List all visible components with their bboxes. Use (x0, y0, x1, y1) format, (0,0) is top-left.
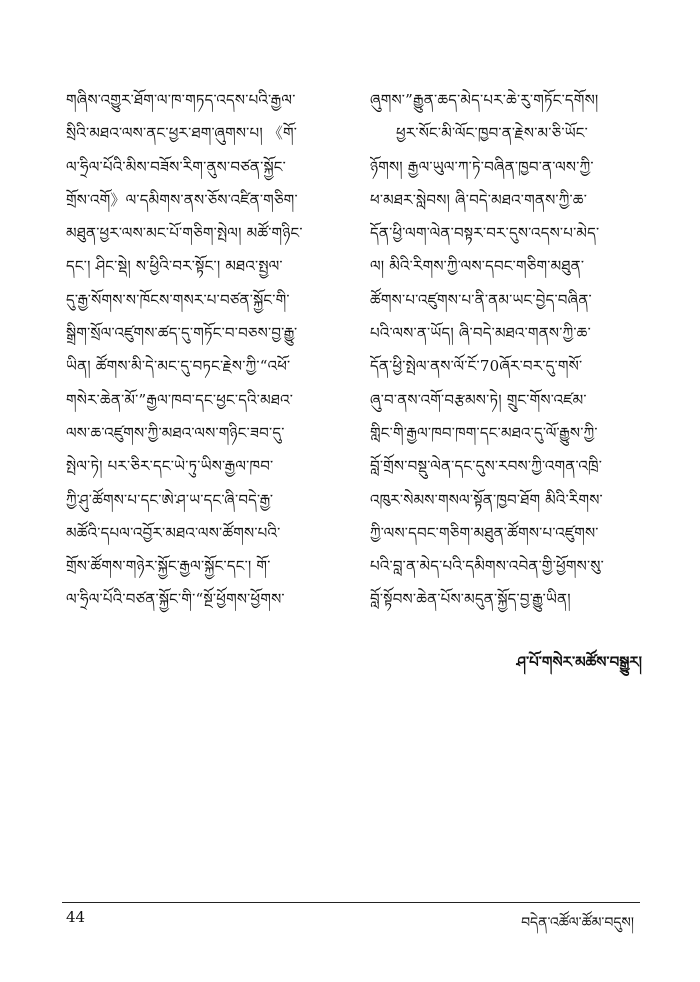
text-line: ཀྱི་ཤུ་ཚོགས་པ་དང་ཨེ་ཤ་ཡ་དང་ཞི་བདེ་རྒྱ་ (66, 490, 274, 509)
text-line: ཚོགས་པ་འཛུགས་པ་ནི་ནམ་ཡང་བྱེད་བཞིན་ (370, 290, 592, 309)
running-title: བདེན་འཚོལ་ཚོམ་བདུས། (521, 915, 634, 931)
text-line: བློ་གྲོས་བསྡུ་ལེན་དང་དུས་རབས་ཀྱི་འགན་འཁྲི་ (370, 457, 603, 476)
text-line: མཐུན་ཕྱར་ལས་མང་པོ་གཅིག་སྤེལ། མཚོ་གཉིང་ (66, 224, 303, 243)
text-line: ལ་ཧྲིལ་པོའི་མིས་བཟོས་རིག་ནུས་བཙན་སྐྱོང་ (66, 157, 286, 176)
text-line: ཕ་མཐར་སླེབས། ཞི་བདེ་མཐའ་གནས་ཀྱི་ཆ་ (370, 190, 588, 209)
text-line: པའི་བླ་ན་མེད་པའི་དམིགས་འབེན་གྱི་ཕྱོགས་སུ་ (370, 557, 604, 576)
text-line: དུ་རྒྱ་སོགས་ས་ཁོངས་གསར་པ་བཙན་སྐྱོང་གི་ (66, 290, 290, 309)
text-line: གྲོས་འགོ》ལ་དམིགས་ནས་ཅོས་འཛིན་གཅིག་ (66, 190, 298, 209)
text-line: ཀྱི་ལས་དབང་གཅིག་མཐུན་ཚོགས་པ་འཛུགས་ (370, 523, 599, 542)
text-line: ཞུ་བ་ནས་འགོ་བརྩམས་ཏེ། གྲུང་གོས་འཛམ་ (370, 390, 587, 409)
text-line: འཁུར་སེམས་གསལ་སྟོན་ཁྱབ་ཐོག མིའི་རིགས་ (370, 490, 603, 509)
text-line: མཚོའི་དཔལ་འབྱོར་མཐའ་ལས་ཚོགས་པའི་ (66, 523, 281, 542)
text-line: ལ་ཧྲིལ་པོའི་བཙན་སྐྱོང་གི་“སྔོ་ཕྱོགས་ཕྱོགས་ (66, 590, 285, 609)
text-line: གསེར་ཆེན་མོ་”རྒྱལ་ཁབ་དང་ཕྱང་དའི་མཐའ་ (66, 390, 294, 409)
text-line: སྒྲིག་སྲོལ་འཛུགས་ཚད་དུ་གཏོང་བ་བཅས་བྱ་རྒྱུ་ (66, 324, 298, 343)
paragraph-first-line: ཕྱར་སོང་མི་ལོང་ཁྱབ་ན་རྗེས་མ་ཅི་ཡོང་ (396, 124, 589, 143)
text-line: ཡིན། ཚོགས་མི་དེ་མང་དུ་བཏང་རྗེས་ཀྱི་“འཕོ་ (66, 357, 291, 376)
footer-divider (62, 902, 640, 903)
page-number: 44 (66, 908, 86, 926)
text-line: ཉོགས། རྒྱལ་ཡུལ་ཀ་ཏེ་བཞིན་ཁྱབ་ན་ལས་ཀྱི་ (370, 157, 594, 176)
text-line: གྲོས་ཚོགས་གཉེར་སྐྱོང་རྒྱལ་སྐྱོང་དང་། གོ་ (66, 557, 271, 576)
right-text-column (370, 84, 636, 617)
text-line: གླིང་གི་རྒྱལ་ཁབ་ཁག་དང་མཐའ་དུ་ལོ་རྒྱུས་ཀྱི་ (370, 423, 598, 442)
translator-signature: ཤ་པོ་གསེར་མཚོས་བསྒྱུར། (516, 653, 642, 671)
text-line: སྲིའི་མཐའ་ལས་ནང་ཕྱར་ཐག་ཞུགས་པ། 《གོ་ (66, 124, 298, 143)
text-line: དོན་ཕྱི་ལག་ལེན་བསྟར་བར་དུས་འདས་པ་མེད་ (370, 224, 600, 243)
text-line: བློ་སྟོབས་ཆེན་པོས་མདུན་སྐྱོད་བྱ་རྒྱུ་ཡིན། (370, 590, 571, 609)
text-line: སྤེལ་ཏེ། པར་ཅིར་དང་ཡེ་ཏུ་ཡིས་རྒྱལ་ཁབ་ (66, 457, 274, 476)
text-line: པའི་ལས་ན་ཡོད། ཞི་བདེ་མཐའ་གནས་ཀྱི་ཆ་ (370, 324, 591, 343)
left-text-column (66, 84, 332, 617)
text-line: ལས་ཆ་འཛུགས་ཀྱི་མཐའ་ལས་གཉིང་ཟབ་དུ་ (66, 423, 285, 442)
text-line: དོན་ཕྱི་སྤེལ་ནས་ལོ་ངོ་70ཞོར་བར་དུ་གསོ་ (370, 357, 583, 376)
text-line: ལ། མིའི་རིགས་ཀྱི་ལས་དབང་གཅིག་མཐུན་ (370, 257, 585, 276)
text-line: གཞིས་འགྱུར་ཐོག་ལ་ཁ་གཏད་འདས་པའི་རྒྱལ་ (66, 91, 296, 109)
text-line: ཞུགས་”རྒྱུན་ཆད་མེད་པར་ཆེ་རུ་གཏོང་དགོས། (370, 91, 599, 109)
text-line: དང་། ཤིང་སྡེ། ས་ཕྱིའི་བར་སྟོང་། མཐའ་སྤྱལ་ (66, 257, 283, 276)
